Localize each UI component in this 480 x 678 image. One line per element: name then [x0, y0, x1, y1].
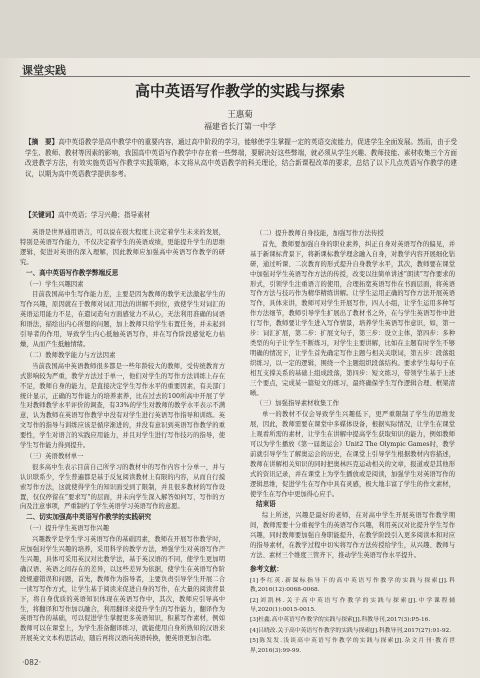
- paragraph: 很多高中生表示目前自己所学习的教材中的写作内容十分单一，并与认识联系少，学生普遍都是基于反复阅读教材上有限的内容，从而自行摸索写作方法，这就使得学生的知识面受到了限制，并且很多教材的写作设置，仅仅停留在“要求写”的层面，并未向学生深入解答如何写，写作的方向及注意事项，严重制约了学生英语学习英语写作的意愿。: [20, 463, 225, 511]
- paragraph: 综上所述，兴趣是最好的老师，在对高中学生开展英语写作教学期间，教师需要十分重视学生的英语写作兴趣，利用英汉对比提升学生写作兴趣，同时教师要加强自身职能提升，在教学阶段引入更多阅读本和对应的指导素材，在教学过程中切实将写作方法传授给学生，从兴趣、教师与方法、素材三个维度三管齐下，推动学生英语写作水平提升。: [250, 512, 455, 559]
- section-heading: 结束语: [256, 500, 276, 509]
- keywords-label: 【关键词】: [25, 211, 58, 219]
- right-column: [250, 228, 455, 657]
- page-top-band: [0, 0, 480, 58]
- abstract: [25, 137, 457, 179]
- paragraph: 单一的教材不仅会导致学生兴趣低下，更严重限制了学生的思维发展，因此，教师需要在课堂中多媒体设备，根据实际情况，让学生在课堂上观看所需的素材，让学生在讲解中提高学生获取知识的能力，例如教师可以为学生播放《第一届奥运会》Unit2 The Olympic Games时，教学前就引导学生了解奥运会的历史，在课堂上引导学生根据教材内容描述，教师在讲解相关知识的同时把奥林匹克运动相关的文章，报道或是其他形式的资讯记录，并在课堂上为学生播放或是阅读，加强学生对英语写作的逻辑思维，促进学生在写作中具有灵感，极大地丰富了学生的作文素材，使学生在写作中更加得心应手。: [250, 411, 455, 498]
- reference-item: [5]陈发发.浅谈高中英语写作教学的实践与探索[J].杂文月刊·教育世界,2016(3):99-99.: [250, 638, 455, 654]
- paragraph: 当前我国高中英语教师很多都是一些年龄较大的教师，受传统教育方式影响较为严重，教学方法过于单一，他们对学生的写作方法训练上存在不足，教师自身的能力，是直接决定学生写作水平的重要因素，有关部门统计显示，正确的写作能力的培养素养，比在过去的100所高中开展了学生对教师教学水平评价的调查，有33%的学生对教师的教学水平表示不满意，认为教师在英语写作教学中没有对学生进行英语写作指导和训练。英文写作的指导与训练应该是循序渐进的，并没有意识到英语写作教学的重要性，学生对语言的实践应用能力，并且对学生进行写作技巧的指导，使学生写作能力得到提升。: [20, 362, 225, 450]
- reference-item: [4]吕晓改.关于高中英语写作教学的实践与探索[J].科教导刊,2017(27):91-92.: [250, 627, 452, 634]
- section-heading: （一）学生兴趣因素: [26, 279, 84, 288]
- left-column: [20, 228, 225, 645]
- article-title: 高中英语写作教学的实践与探索: [134, 82, 345, 100]
- paragraph: 英语是世界通用语言，可以说在很大程度上决定着学生未来的发展，特别是英语写作能力，不仅决定着学生的英语成绩，更能提升学生的思维逻辑，促进对英语的深入理解，因此教师应加强高中英语写作教学的研究。: [20, 229, 225, 266]
- references-title: 参考文献：: [250, 564, 283, 573]
- section-heading: （三）英语教材单一: [26, 451, 84, 460]
- page-number: ·082·: [22, 658, 42, 667]
- keywords-text: 高中英语；学习兴趣；指导素材: [57, 211, 151, 219]
- keywords: [25, 210, 457, 220]
- section-label: 课堂实践: [22, 64, 66, 77]
- section-heading: （一）提升学生英语写作兴趣: [26, 524, 110, 533]
- paragraph: 首先，教师要加强自身的职业素养，纠正自身对英语写作的偏见，并基于新课标背景下，将新课标教学理念融入自身，对教学内容开展细化钻研，通过听课、二次教育的形式提升自身教学水平，其次，教师要在课堂中加强对学生英语写作方法的传授，改变以往简单讲述“朗读”写作要求的形式，引领学生注重语言的使用，合理拓宽英语写作在书面层面，将英语写作方法与技巧作为精华精练讲解。让学生运用正确的写作方法开展英语写作，具体来讲，教师可对学生开展写作，四人小组，让学生运用多种写作方法细节，教师引导学生扩展出了教材书之外，在与学生英语写作中进行写作，教师要让学生进入写作情景，培养学生英语写作意识，如，第一步：词汇扩展，第二步：扩展文句子，第三步：设立主体，第四步：多种类型的句子让学生不断练习，对学生主要讲解，比如在主题有时学生不够明确的情况下，让学生首先确定写作主题与相关关联词，第五步：段落组织练习，以一定的逻辑，围绕一个主题组织段落结构。要求学生每句子在相互支撑关系的基础上组成段落，第四步：短文练习，带领学生基于上述三个要点，完成某一篇短文的练习，最终确保学生写作逻辑合理、框架清晰。: [250, 240, 455, 397]
- paragraph: 目前我国高中生写作能力差，主要是因为教师的教学无法激起学生的写作兴趣，原因就在于教师对词汇用法的讲解不到位，致使学生对词汇的英语运用能力不足，在遣词造句方面感觉力不从心，无法利用准确的词语和语法，描绘出内心所想的问题，加上教师只给学生布置任务，并未起到引导者的作用，导致学生内心抵触英语写作，并在写作阶段感觉吃力枯燥，从而产生抵触情绪。: [20, 291, 225, 348]
- article-affiliation: 福建省长汀第一中学: [204, 122, 276, 131]
- article-author: 王惠菊: [227, 110, 253, 120]
- section-heading: （二）教师教学能力与方法因素: [26, 350, 116, 359]
- paragraph: 兴趣教学是学生学习英语写作的基础因素，教师在开展写作教学时，应加强对学生兴趣的培养，采用科学的教学方法，增强学生对英语写作产生兴趣，具体可采用英汉对比教学法，基于英汉语的不同，使学生更加明确汉语、英语之间存在的差异，以这些差异为依据，使学生在英语写作阶段规避错误和问题，首先，教师作为指导者，主要负责引导学生开展二合一读写写作方式，让学生基于阅读来促进自身的写作，在大量的阅读背景下，将自身优质的英语知识体现在英语写作中，其次，教师应引导高中生，将翻译和写作加以融合，利用翻译来提升学生的写作能力，翻译作为英语写作的基础，可以促进学生掌握更多英语知识，积累写作素材，例如教师可以在课堂上，为学生准备翻译练习，就能使用自身所熟知的汉语来开展英文文本构思活动，随后再将汉语向英语转换，便英语更加合理。: [20, 536, 225, 643]
- section-heading: 一、高中英语写作教学弊端反思: [26, 268, 119, 277]
- header-rule: [20, 76, 470, 77]
- reference-item: [3]杜鑫.高中英语写作教学的实践与探索[J].科教导刊,2017(3):P5-16.: [250, 617, 431, 624]
- section-heading: （二）提升教师自身技能，加强写作方法传授: [256, 229, 384, 237]
- abstract-text: 高中英语教学是高中教学中的重要内容，通过高中阶段的学习，能够使学生掌握一定的英语交流能力，促进学生全面发展。然而，由于受学生、教师、教材等因素的影响，我国高中英语写作教学中存在着一些弊端，要解决好这些弊端，就必须从学生兴趣、教师技能、素材收集三个方面改进教学方法，有效实施英语写作教学实践策略，本文将从高中英语教学的科关理论，结合新课程改革的要求，总结了以下几点英语写作教学的建议，以期为高中英语教学提供参考。: [25, 138, 458, 178]
- reference-item: [1]李红英.新课标指导下的高中英语写作教学的实践与探索[J].科教,2016(12):0068-0068.: [250, 577, 455, 594]
- reference-item: [2]刘凯林.关于高中英语写作教学的实践与探索[J].中学课程辅导,2020(1):0015-0015.: [250, 597, 455, 614]
- section-heading: （三）加强指导素材收集工作: [256, 399, 340, 408]
- section-heading: 二、切实加强高中英语写作教学的实践研究: [26, 513, 152, 522]
- abstract-label: 【摘 要】: [25, 138, 59, 146]
